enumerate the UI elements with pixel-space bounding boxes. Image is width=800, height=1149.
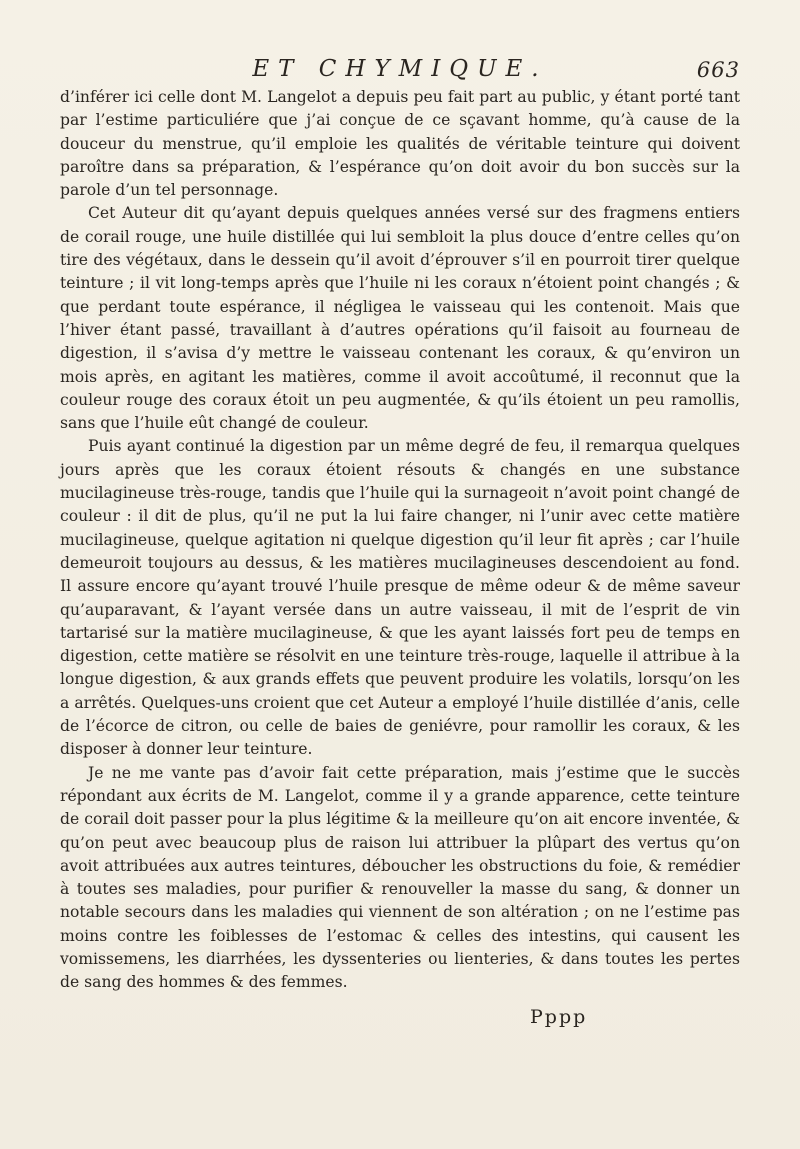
running-title: ET CHYMIQUE. xyxy=(252,56,548,82)
paragraph-2: Cet Auteur dit qu’ayant depuis quelques années versé sur des fragmens entiers de corail rouge, une huile distillée qui lui sembloit la plus douce d’entre celles qu’on tire des végétaux, dans le dessein qu’il avoit d’éprouver s’il en pourroit tirer quelque teinture ; il vit long-temps après que l’huile ni les coraux n’étoient point changés ; & que perdant toute espérance, il négligea le vaisseau qui les contenoit. Mais que l’hiver étant passé, travaillant à d’autres opérations qu’il faisoit au fourneau de digestion, il s’avisa d’y mettre le vaisseau contenant les coraux, & qu’environ un mois après, en agitant les matières, comme il avoit accoûtumé, il reconnut que la couleur rouge des coraux étoit un peu augmentée, & qu’ils étoient un peu ramollis, sans que l’huile eût changé de couleur. xyxy=(60,204,740,433)
signature-mark: Pppp xyxy=(530,1006,588,1028)
page-number: 663 xyxy=(696,58,740,82)
running-head xyxy=(60,48,740,84)
paragraph-4: Je ne me vante pas d’avoir fait cette préparation, mais j’estime que le succès répondant aux écrits de M. Langelot, comme il y a grande apparence, cette teinture de corail doit passer pour la plus légitime & la meilleure qu’on ait encore inventée, & qu’on peut avec beaucoup plus de raison lui attribuer la plûpart des vertus qu’on avoit attribuées aux autres teintures, déboucher les obstructions du foie, & remédier à toutes ses maladies, pour purifier & renouveller la masse du sang, & donner un notable secours dans les maladies qui viennent de son altération ; on ne l’estime pas moins contre les foiblesses de l’estomac & celles des intestins, qui causent les vomissemens, les diarrhées, les dyssenteries ou lienteries, & dans toutes les pertes de sang des hommes & des femmes. xyxy=(60,763,740,992)
paragraph-3: Puis ayant continué la digestion par un même degré de feu, il remarqua quelques jours après que les coraux étoient résouts & changés en une substance mucilagineuse très-rouge, tandis que l’huile qui la surnageoit n’avoit point changé de couleur : il dit de plus, qu’il ne put la lui faire changer, ni l’unir avec cette matière mucilagineuse, quelque agitation ni quelque digestion qu’il leur fit après ; car l’huile demeuroit toujours au dessus, & les matières mucilagineuses descendoient au fond. Il assure encore qu’ayant trouvé l’huile presque de même odeur & de même saveur qu’auparavant, & l’ayant versée dans un autre vaisseau, il mit de l’esprit de vin tartarisé sur la matière mucilagineuse, & que les ayant laissés fort peu de temps en digestion, cette matière se résolvit en une teinture très-rouge, laquelle il attribue à la longue digestion, & aux grands effets que peuvent produire les volatils, lorsqu’on les a arrêtés. Quelques-uns croient que cet Auteur a employé l’huile distillée d’anis, celle de l’écorce de citron, ou celle de baies de geniévre, pour ramollir les coraux, & les disposer à donner leur teinture. xyxy=(60,437,740,759)
body-text xyxy=(60,86,740,995)
paragraph-1: d’inférer ici celle dont M. Langelot a depuis peu fait part au public, y étant porté tant par l’estime particuliére que j’ai conçue de ce sçavant homme, qu’à cause de la douceur du menstrue, qu’il emploie les qualités de véritable teinture qui doivent paroître dans sa préparation, & l’espérance qu’on doit avoir du bon succès sur la parole d’un tel personnage. xyxy=(60,88,740,200)
